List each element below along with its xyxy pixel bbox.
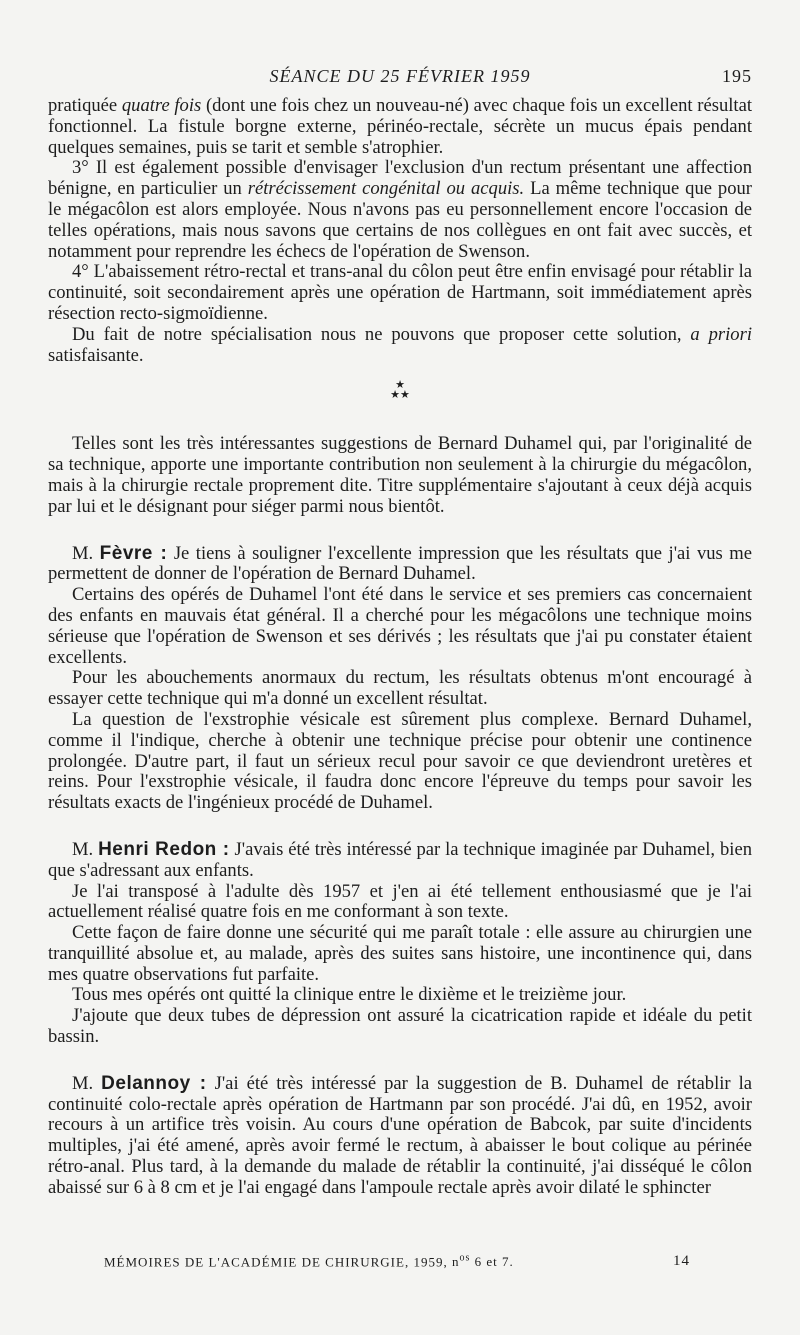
emphasis: rétrécissement congénital ou acquis. — [247, 178, 525, 200]
paragraph: Certains des opérés de Duhamel l'ont été dans le service et ses premiers cas concernaient des enfants en mauvais état général. Il a cherché pour les mégacôlons une technique moins sérieuse que l'opération de Swenson et ses dérivés ; les résultats que j'ai pu constater étaient excellents. — [48, 584, 752, 668]
paragraph — [48, 96, 752, 158]
section-separator — [48, 380, 752, 422]
journal-year: 1959, — [413, 1254, 448, 1270]
paragraph: La question de l'exstrophie vésicale est sûrement plus complexe. Bernard Duhamel, comme il l'indique, cherche à obtenir une technique précise pour obtenir une continence prolongée. D'autre part, il faut un sérieux recul pour savoir ce que deviendront uretères et reins. Pour l'exstrophie vésicale, il faudra donc encore l'épreuve du temps pour savoir les résultats exacts de l'ingénieux procédé de Duhamel. — [48, 708, 752, 814]
page-number: 195 — [722, 66, 752, 86]
speaker-paragraph — [48, 840, 752, 882]
text-run: (dont une fois chez un nouveau-né) avec chaque fois un excellent résultat fonctionnel. La fistule borgne externe, périnéo-rectale, sécrète un mucus épais pendant quelques semaines, puis se tarit et semble s'atrophier. — [48, 95, 752, 158]
emphasis: quatre fois — [121, 95, 202, 116]
emphasis: a priori — [690, 323, 753, 345]
journal-name: MÉMOIRES DE L'ACADÉMIE DE CHIRURGIE, — [104, 1254, 410, 1270]
paragraph: 4° L'abaissement rétro-rectal et trans-anal du côlon peut être enfin envisagé pour rétablir la continuité, soit secondairement après une opération de Hartmann, soit immédiatement après résection recto-sigmoïdienne. — [48, 261, 752, 324]
text-run: satisfaisante. — [48, 344, 144, 366]
star-icon: ★ — [395, 379, 405, 392]
speaker-prefix: M. — [72, 838, 99, 860]
issue-prefix: n — [451, 1254, 460, 1270]
paragraph: Je l'ai transposé à l'adulte dès 1957 et j'en ai été tellement enthousiasmé que je l'ai actuellement réalisé quatre fois en me conformant à son texte. — [48, 880, 752, 923]
speaker-prefix: M. — [72, 542, 100, 564]
issue-number — [452, 1254, 514, 1269]
running-title: SÉANCE DU 25 FÉVRIER 1959 — [269, 66, 531, 86]
star-icon: ★★ — [390, 389, 410, 402]
text-run: La même technique que pour le mégacôlon est alors employée. Nous n'avons pas eu personnellement encore l'occasion de telles opérations, mais nous savons que certains de nos collègues en ont fait avec succès, et notamment pour reprendre les échecs de l'opération de Swenson. — [48, 178, 752, 262]
text-run: J'avais été très intéressé par la technique imaginée par Duhamel, bien que s'adressant aux enfants. — [48, 838, 752, 881]
running-header — [48, 66, 752, 96]
text-run: 3° Il est également possible d'envisager l'exclusion d'un rectum présentant une affection bénigne, en particulier un — [48, 157, 752, 200]
speaker-name: Fèvre : — [99, 542, 168, 564]
paragraph: Cette façon de faire donne une sécurité qui me paraît totale : elle assure au chirurgien une tranquillité absolue et, au malade, après des suites sans histoire, une incontinence qui, dans mes quatre observations fut parfaite. — [48, 922, 752, 985]
speaker-prefix: M. — [72, 1072, 102, 1094]
paragraph — [48, 158, 752, 262]
text-run: Je tiens à souligner l'excellente impression que les résultats que j'ai vus me permettent de donner de l'opération de Bernard Duhamel. — [48, 542, 752, 585]
spacer — [48, 1048, 752, 1074]
page-footer — [104, 1253, 690, 1270]
text-run: pratiquée — [48, 95, 122, 116]
sheet-number: 14 — [673, 1253, 690, 1269]
issue-sup: os — [459, 1253, 471, 1264]
issue-rest: 6 et 7. — [470, 1254, 514, 1270]
speaker-name: Henri Redon : — [98, 838, 230, 860]
speaker-name: Delannoy : — [101, 1072, 207, 1094]
article-body — [48, 96, 752, 1199]
paragraph — [48, 325, 752, 367]
paragraph: Pour les abouchements anormaux du rectum, les résultats obtenus m'ont encouragé à essayer cette technique qui m'a donné un excellent résultat. — [48, 667, 752, 710]
spacer — [48, 518, 752, 544]
paragraph: J'ajoute que deux tubes de dépression ont assuré la cicatrication rapide et idéale du petit bassin. — [48, 1005, 752, 1048]
paragraph: Telles sont les très intéressantes suggestions de Bernard Duhamel qui, par l'originalité de sa technique, apporte une importante contribution non seulement à la chirurgie du mégacôlon, mais à la chirurgie rectale proprement dite. Titre supplémentaire s'ajoutant à ceux déjà acquis par lui et le désignant pour siéger parmi nous bientôt. — [48, 433, 752, 517]
speaker-paragraph — [48, 544, 752, 586]
paragraph: Tous mes opérés ont quitté la clinique entre le dixième et le treizième jour. — [72, 984, 627, 1006]
text-run: Du fait de notre spécialisation nous ne pouvons que proposer cette solution, — [72, 323, 691, 345]
spacer — [48, 814, 752, 840]
speaker-paragraph — [48, 1074, 752, 1199]
text-run: J'ai été très intéressé par la suggestion de B. Duhamel de rétablir la continuité colo-rectale après opération de Hartmann par son procédé. J'ai dû, en 1952, avoir recours à un artifice très voisin. Au cours d'une opération de Babcok, par suite d'incidents multiples, j'ai été amené, après avoir fermé le rectum, à abaisser le bout colique au périnée rétro-anal. Plus tard, à la demande du malade de rétablir la continuité, j'ai disséqué le côlon abaissé sur 6 à 8 cm et je l'ai engagé dans l'ampoule rectale après avoir dilaté le sphincter — [48, 1072, 752, 1198]
